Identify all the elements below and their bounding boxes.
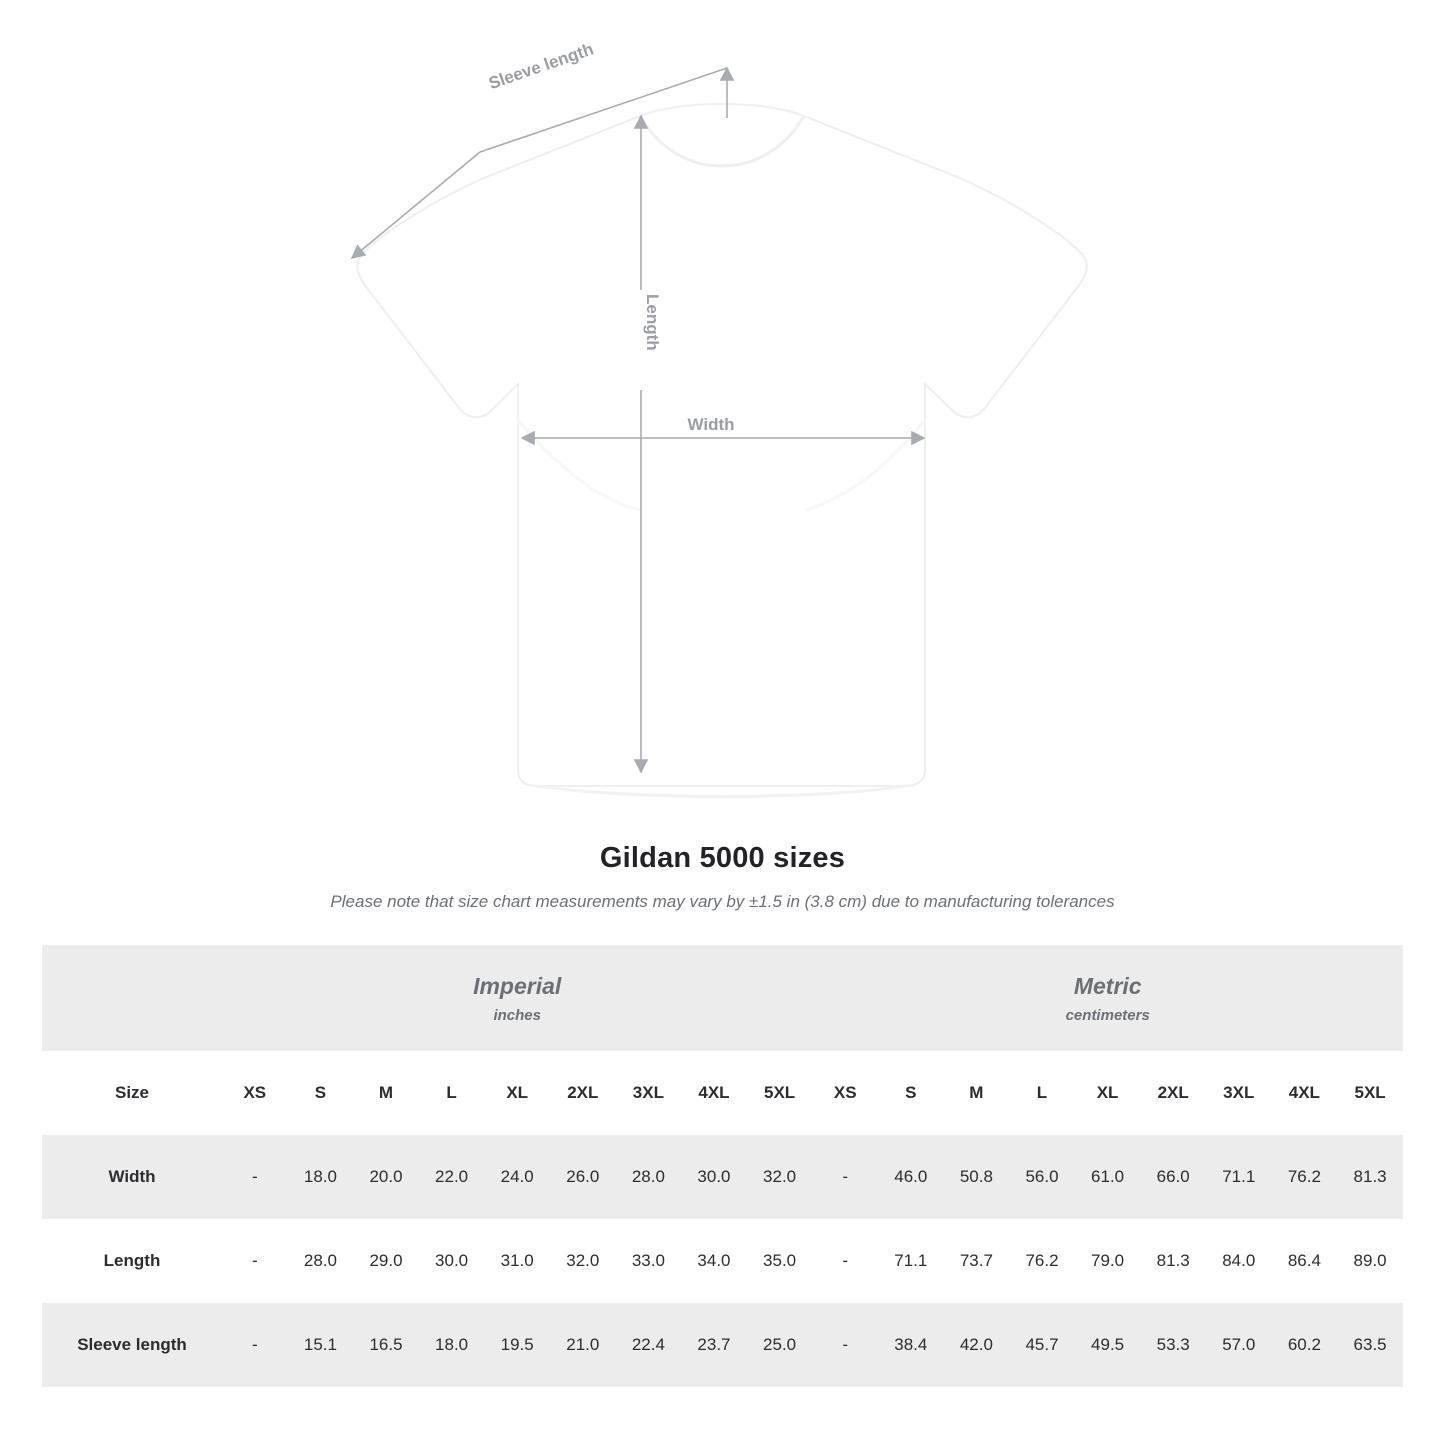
size-label-header: Size [42, 1051, 222, 1135]
length-metric-5xl: 89.0 [1337, 1219, 1403, 1303]
width-metric-xs: - [812, 1135, 878, 1219]
size-header-metric-m: M [944, 1051, 1010, 1135]
size-header-row [42, 1051, 1403, 1135]
width-imperial-m: 20.0 [353, 1135, 419, 1219]
size-table [42, 945, 1403, 1387]
sleeve-length-label-text: Sleeve length [486, 39, 597, 94]
unit-header-row [42, 945, 1403, 1051]
sleeve-imperial-xl: 19.5 [484, 1303, 550, 1387]
row-label-width: Width [42, 1135, 222, 1219]
width-metric-4xl: 76.2 [1272, 1135, 1338, 1219]
length-imperial-xl: 31.0 [484, 1219, 550, 1303]
sleeve-metric-3xl: 57.0 [1206, 1303, 1272, 1387]
size-header-imperial-xl: XL [484, 1051, 550, 1135]
width-imperial-3xl: 28.0 [616, 1135, 682, 1219]
sleeve-metric-l: 45.7 [1009, 1303, 1075, 1387]
size-header-metric-xl: XL [1075, 1051, 1141, 1135]
length-metric-xs: - [812, 1219, 878, 1303]
width-metric-xl: 61.0 [1075, 1135, 1141, 1219]
width-imperial-s: 18.0 [288, 1135, 354, 1219]
size-header-imperial-5xl: 5XL [747, 1051, 813, 1135]
length-imperial-5xl: 35.0 [747, 1219, 813, 1303]
sleeve-metric-2xl: 53.3 [1140, 1303, 1206, 1387]
width-imperial-5xl: 32.0 [747, 1135, 813, 1219]
width-metric-3xl: 71.1 [1206, 1135, 1272, 1219]
length-metric-xl: 79.0 [1075, 1219, 1141, 1303]
title-block [0, 842, 1445, 912]
length-imperial-2xl: 32.0 [550, 1219, 616, 1303]
size-header-imperial-3xl: 3XL [616, 1051, 682, 1135]
sleeve-metric-4xl: 60.2 [1272, 1303, 1338, 1387]
size-header-imperial-xs: XS [222, 1051, 288, 1135]
length-imperial-xs: - [222, 1219, 288, 1303]
size-header-metric-3xl: 3XL [1206, 1051, 1272, 1135]
size-header-imperial-4xl: 4XL [681, 1051, 747, 1135]
length-imperial-3xl: 33.0 [616, 1219, 682, 1303]
table-row [42, 1303, 1403, 1387]
width-imperial-xl: 24.0 [484, 1135, 550, 1219]
tolerance-note: Please note that size chart measurements may vary by ±1.5 in (3.8 cm) due to manufacturing tolerances [330, 892, 1115, 911]
row-label-length: Length [42, 1219, 222, 1303]
length-metric-m: 73.7 [944, 1219, 1010, 1303]
table-row [42, 1135, 1403, 1219]
sleeve-imperial-3xl: 22.4 [616, 1303, 682, 1387]
length-metric-l: 76.2 [1009, 1219, 1075, 1303]
imperial-title: Imperial [473, 973, 562, 1000]
width-imperial-xs: - [222, 1135, 288, 1219]
sleeve-imperial-4xl: 23.7 [681, 1303, 747, 1387]
sleeve-imperial-5xl: 25.0 [747, 1303, 813, 1387]
length-imperial-4xl: 34.0 [681, 1219, 747, 1303]
sleeve-metric-s: 38.4 [878, 1303, 944, 1387]
metric-header-cell [812, 945, 1403, 1051]
sleeve-length-label [483, 28, 620, 97]
imperial-subtitle: inches [493, 1006, 541, 1024]
sleeve-metric-xs: - [812, 1303, 878, 1387]
size-header-metric-5xl: 5XL [1337, 1051, 1403, 1135]
length-metric-3xl: 84.0 [1206, 1219, 1272, 1303]
length-imperial-m: 29.0 [353, 1219, 419, 1303]
width-metric-l: 56.0 [1009, 1135, 1075, 1219]
sleeve-imperial-l: 18.0 [419, 1303, 485, 1387]
metric-subtitle: centimeters [1065, 1006, 1150, 1024]
size-header-metric-2xl: 2XL [1140, 1051, 1206, 1135]
sleeve-imperial-m: 16.5 [353, 1303, 419, 1387]
size-header-imperial-l: L [419, 1051, 485, 1135]
sleeve-imperial-2xl: 21.0 [550, 1303, 616, 1387]
length-metric-s: 71.1 [878, 1219, 944, 1303]
width-imperial-l: 22.0 [419, 1135, 485, 1219]
sleeve-metric-5xl: 63.5 [1337, 1303, 1403, 1387]
size-header-metric-xs: XS [812, 1051, 878, 1135]
sleeve-imperial-xs: - [222, 1303, 288, 1387]
sleeve-metric-xl: 49.5 [1075, 1303, 1141, 1387]
width-label-text: Width [687, 415, 735, 434]
page-title: Gildan 5000 sizes [599, 842, 846, 874]
size-header-metric-l: L [1009, 1051, 1075, 1135]
width-metric-m: 50.8 [944, 1135, 1010, 1219]
sleeve-imperial-s: 15.1 [288, 1303, 354, 1387]
width-label [672, 410, 750, 436]
length-imperial-s: 28.0 [288, 1219, 354, 1303]
length-label-text: Length [643, 294, 662, 351]
size-header-imperial-m: M [353, 1051, 419, 1135]
row-label-sleeve-length: Sleeve length [42, 1303, 222, 1387]
size-header-imperial-s: S [288, 1051, 354, 1135]
sleeve-metric-m: 42.0 [944, 1303, 1010, 1387]
tshirt-shape [357, 104, 1087, 797]
width-metric-s: 46.0 [878, 1135, 944, 1219]
unit-spacer-cell [42, 945, 222, 1051]
metric-title: Metric [1073, 973, 1142, 1000]
length-imperial-l: 30.0 [419, 1219, 485, 1303]
table-row [42, 1219, 1403, 1303]
width-imperial-2xl: 26.0 [550, 1135, 616, 1219]
size-header-imperial-2xl: 2XL [550, 1051, 616, 1135]
size-header-metric-4xl: 4XL [1272, 1051, 1338, 1135]
length-metric-2xl: 81.3 [1140, 1219, 1206, 1303]
size-table-container [42, 945, 1403, 1387]
width-metric-2xl: 66.0 [1140, 1135, 1206, 1219]
size-header-metric-s: S [878, 1051, 944, 1135]
width-imperial-4xl: 30.0 [681, 1135, 747, 1219]
width-metric-5xl: 81.3 [1337, 1135, 1403, 1219]
length-metric-4xl: 86.4 [1272, 1219, 1338, 1303]
imperial-header-cell [222, 945, 812, 1051]
